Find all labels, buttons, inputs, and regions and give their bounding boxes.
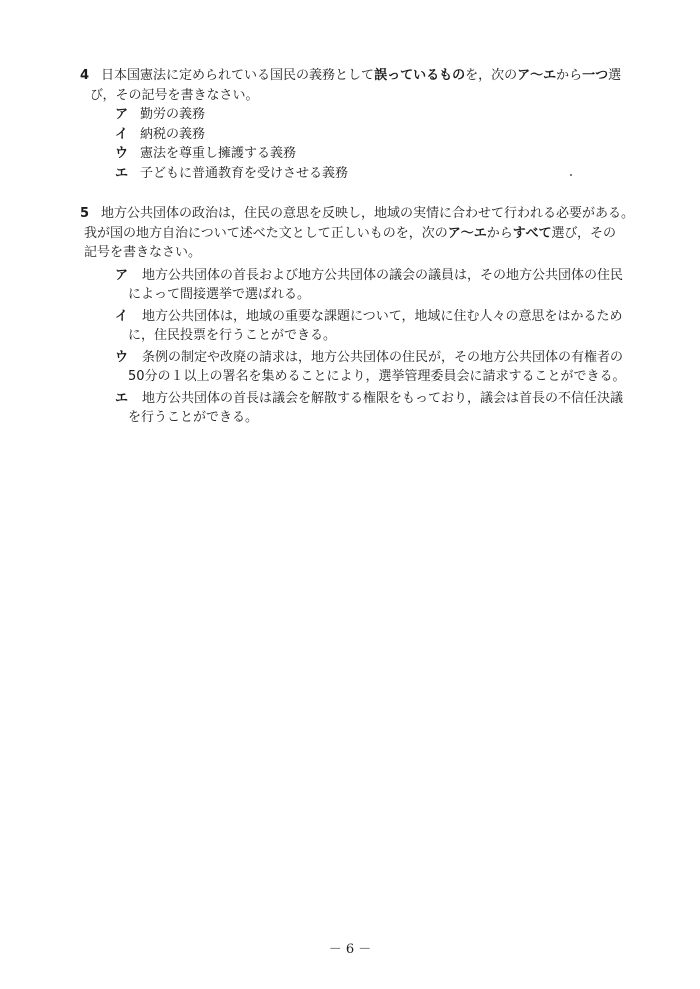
scan-speck — [570, 174, 572, 176]
option-text: 納税の義務 — [140, 126, 206, 142]
stem-text: 我が国の地方自治について述べた文として正しいものを，次の — [84, 225, 448, 241]
stem-emphasis: 誤っているもの — [374, 68, 466, 83]
question-4-stem — [80, 66, 640, 86]
option-label: ウ — [115, 146, 129, 161]
question-5-stem-line3: 記号を書きなさい。 — [84, 245, 202, 260]
stem-emphasis: ア～エ — [447, 225, 487, 241]
option-label: イ — [115, 308, 129, 324]
option-a — [80, 266, 640, 305]
question-5-options — [80, 266, 640, 428]
question-number: 4 — [80, 68, 90, 83]
stem-emphasis: ア～エ — [517, 68, 557, 83]
stem-text: から — [556, 68, 583, 83]
option-text: 勤労の義務 — [140, 107, 206, 122]
option-text-line1: 地方公共団体の首長および地方公共団体の議会の議員は，その地方公共団体の住民 — [142, 267, 624, 283]
question-number: 5 — [80, 206, 90, 221]
option-label: ア — [115, 267, 129, 283]
question-5-stem-line2 — [84, 224, 640, 244]
option-e — [80, 164, 640, 184]
option-i — [80, 125, 640, 145]
option-text-line2: 50分の１以上の署名を集めることにより，選挙管理委員会に請求することができる。 — [128, 369, 626, 384]
option-a — [80, 105, 640, 125]
option-text-line2: を行うことができる。 — [128, 410, 259, 425]
option-label: エ — [115, 165, 129, 181]
option-text-line2: に，住民投票を行うことができる。 — [128, 328, 337, 343]
page-number: － 6 － — [328, 942, 372, 957]
option-text: 子どもに普通教育を受けさせる義務 — [140, 165, 349, 181]
option-i — [80, 307, 640, 346]
question-4-stem-continued: び，その記号を書きなさい。 — [90, 87, 259, 103]
question-4 — [80, 66, 640, 183]
option-label: イ — [115, 126, 129, 142]
stem-text: 選 — [608, 68, 622, 83]
option-label: ウ — [115, 349, 129, 365]
question-5 — [80, 204, 640, 430]
option-text-line2: によって間接選挙で選ばれる。 — [128, 287, 311, 302]
stem-text: から — [486, 225, 513, 241]
option-text-line1: 条例の制定や改廃の請求は，地方公共団体の住民が，その地方公共団体の有権者の — [142, 349, 624, 365]
option-u — [80, 144, 640, 164]
stem-text: 地方公共団体の政治は，住民の意思を反映し，地域の実情に合わせて行われる必要がある。 — [101, 206, 635, 221]
option-label: ア — [115, 107, 129, 122]
option-e — [80, 389, 640, 428]
stem-emphasis: 一つ — [582, 68, 609, 83]
option-text-line1: 地方公共団体の首長は議会を解散する権限をもっており，議会は首長の不信任決議 — [142, 390, 624, 406]
stem-text: 選び，その — [551, 225, 617, 241]
option-label: エ — [115, 390, 129, 406]
stem-text: を，次の — [465, 68, 518, 83]
stem-emphasis: すべて — [512, 225, 552, 241]
question-5-stem — [80, 204, 640, 224]
option-text-line1: 地方公共団体は，地域の重要な課題について，地域に住む人々の意思をはかるため — [142, 308, 623, 324]
option-text: 憲法を尊重し擁護する義務 — [140, 146, 297, 161]
stem-text: 日本国憲法に定められている国民の義務として — [101, 68, 375, 83]
option-u — [80, 348, 640, 387]
